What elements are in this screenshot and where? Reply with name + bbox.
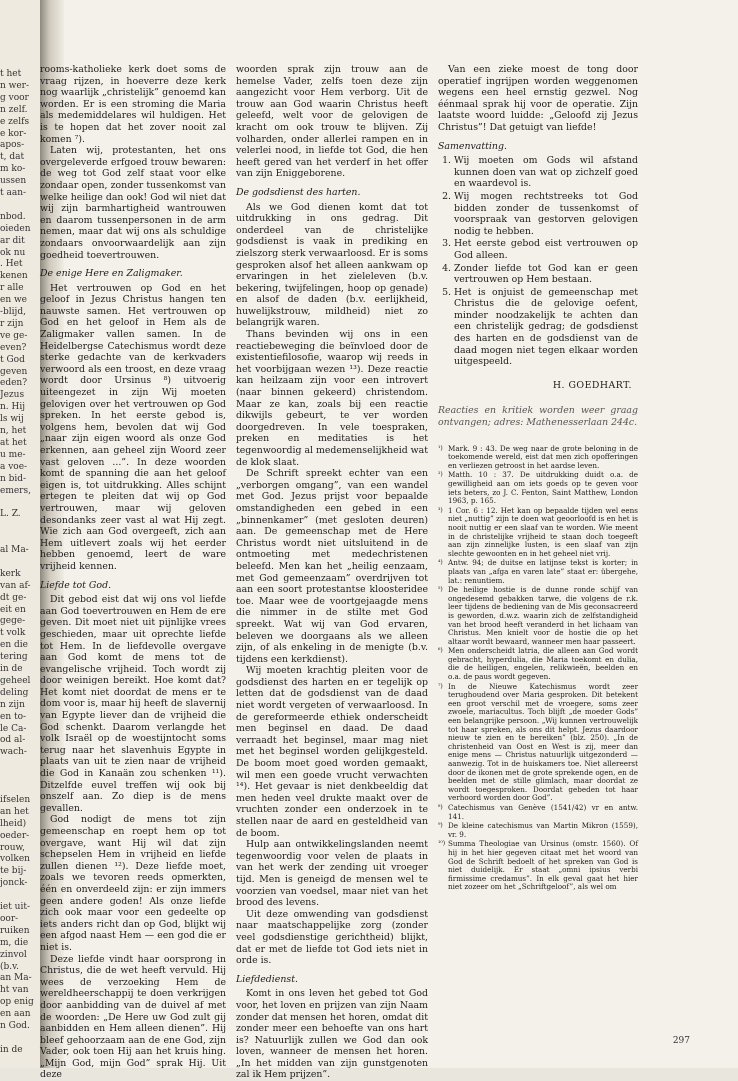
summary-item: 2. Wij mogen rechtstreeks tot God bidden zonder de tussenkomst of voorspraak van gestorven gelovigen nodig te hebben. (454, 191, 638, 237)
footnote-number: ¹) (438, 444, 443, 452)
summary-item: 5. Het is onjuist de gemeenschap met Christus die de gelovige oefent, minder noodzakelijk te achten dan een christelijk gedrag; de godsdienst des harten en de godsdienst van de daad mogen niet tegen elkaar worden uitgespeeld. (454, 287, 638, 368)
previous-page-fragment: -blijd, (0, 307, 26, 317)
previous-page-fragment: g voor (0, 92, 29, 103)
previous-page-fragment: n bid- (0, 473, 27, 484)
previous-page-edge (0, 0, 41, 1068)
footnote (438, 559, 638, 585)
previous-page-fragment: oor- (0, 913, 19, 924)
previous-page-fragment: eit en (0, 604, 26, 615)
footnote (438, 683, 638, 803)
paragraph: Van een zieke moest de tong door operatief ingrijpen worden weggenomen wegens een heel ernstig gezwel. Nog éénmaal sprak hij voor de operatie. Zijn laatste woord luidde: „Geloofd zij Jezus Christus”! Dat getuigt van liefde! (438, 64, 638, 133)
previous-page-fragment: al Ma- (0, 545, 29, 555)
previous-page-fragment: ve ge- (0, 330, 28, 341)
previous-page-fragment: ht van (0, 985, 29, 996)
previous-page-fragment: . Het (0, 259, 23, 270)
previous-page-fragment: od al- (0, 735, 26, 746)
footnote (438, 840, 638, 892)
summary-heading: Samenvatting. (438, 140, 507, 152)
section-heading: Liefdedienst. (236, 973, 298, 985)
paragraph: Dit gebod eist dat wij ons vol liefde aan God toevertrouwen en Hem de ere geven. Dit moet niet uit pijnlijke vrees geschieden, maar uit oprechte liefde tot Hem. In de liefdevolle overgave aan God komt de mens tot de evangelische vrijheid. Toch wordt zij door weinigen bereikt. Hoe komt dat? Het komt niet doordat de mens er te dom voor is, maar hij heeft de slavernij van Egypte liever dan de vrijheid die God schenkt. Daarom verlangde het volk Israël op de woestijntocht soms terug naar het slavenhuis Egypte in plaats van uit te zien naar de vrijheid die God in Kanaän zou schenken ¹¹). Ditzelfde euvel treffen wij ook bij onszelf aan. Zo diep is de mens gevallen. (40, 594, 226, 814)
summary-list (438, 155, 638, 368)
previous-page-fragment: gege- (0, 616, 26, 627)
previous-page-fragment: zinvol (0, 949, 27, 960)
section-heading: Liefde tot God. (40, 579, 112, 591)
previous-page-fragment: (b.v. (0, 961, 20, 972)
footnote-number: ²) (438, 471, 443, 479)
previous-page-fragment: r zijn (0, 318, 24, 329)
paragraph: Komt in ons leven het gebed tot God voor, het loven en prijzen van zijn Naam zonder dat mensen het horen, omdat dit zonder meer een behoefte van ons hart is? Natuurlijk zullen we God dan ook loven, wanneer de mensen het horen. „In het midden van zijn gunstgenoten zal ik Hem prijzen”. (236, 988, 428, 1081)
previous-page-fragment: eden? (0, 378, 28, 389)
author-signature: H. GOEDHART. (552, 379, 632, 391)
previous-page-fragment: te bij- (0, 866, 27, 877)
footnote (438, 586, 638, 646)
response-note: Reacties en kritiek worden weer graag ontvangen; adres: Mathenesserlaan 244c. (438, 405, 638, 429)
footnote (438, 507, 638, 559)
paragraph: Wij moeten krachtig pleiten voor de godsdienst des harten en er tegelijk op letten dat de godsdienst van de daad niet wordt vergeten of verwaarloosd. In de gereformeerde ethiek onderscheidt men beginsel en daad. De daad verraadt het beginsel, maar mag niet met het beginsel worden gelijkgesteld. De boom moet goed worden gemaakt, wil men een goede vrucht verwachten ¹⁴). Het gevaar is niet denkbeeldig dat men heden veel drukte maakt over de vruchten zonder een onderzoek in te stellen naar de aard en gesteldheid van de boom. (236, 665, 428, 839)
previous-page-fragment: n zelf. (0, 104, 28, 115)
footnote (438, 647, 638, 681)
previous-page-fragment: n, het (0, 426, 27, 436)
previous-page-fragment: ok nu (0, 247, 26, 258)
previous-page-fragment: le Ca- (0, 723, 27, 734)
previous-page-fragment: n wer- (0, 80, 30, 91)
paragraph: Als we God dienen komt dat tot uitdrukking in ons gedrag. Dit onderdeel van de christelijke godsdienst is vaak in prediking en zielszorg sterk verwaarloosd. Er is soms gesproken alsof het alleen aankwam op ervaringen in het zieleleven (b.v. bekering, twijfelingen, hoop op genade) en alsof de daden (b.v. eerlijkheid, huwelijkstrouw, mildheid) niet zo belangrijk waren. (236, 201, 428, 329)
previous-page-fragment: even? (0, 342, 27, 353)
previous-page-fragment: n. Hij (0, 402, 26, 413)
previous-page-fragment: volken (0, 854, 30, 865)
previous-page-fragment: ifselen (0, 794, 31, 805)
paragraph: Uit deze omwending van godsdienst naar maatschappelijke zorg (zonder veel godsdienstige gerichtheid) blijkt, dat er met de liefde tot God iets niet in orde is. (236, 908, 428, 967)
previous-page-fragment: e kor- (0, 128, 27, 139)
previous-page-fragment: r alle (0, 283, 24, 294)
previous-page-fragment: e zelfs (0, 116, 30, 127)
footnote (438, 804, 638, 821)
footnote (438, 471, 638, 505)
page-number: 297 (672, 1036, 690, 1046)
column-2 (236, 64, 428, 1081)
column-3 (438, 64, 638, 893)
previous-page-fragment: geheel (0, 675, 31, 686)
previous-page-fragment: apos- (0, 140, 25, 151)
previous-page-fragment: en we (0, 295, 28, 306)
summary-item: 3. Het eerste gebod eist vertrouwen op God alleen. (454, 238, 638, 261)
previous-page-fragment: oieden (0, 223, 31, 234)
previous-page-fragment: deling (0, 687, 29, 698)
previous-page-fragment: iet uit- (0, 902, 31, 912)
column-1 (40, 64, 226, 1081)
previous-page-fragment: m, die (0, 937, 29, 948)
previous-page-fragment: kenen (0, 271, 28, 282)
previous-page-fragment: u me- (0, 449, 26, 460)
footnote (438, 445, 638, 471)
previous-page-fragment: emers, (0, 485, 31, 496)
previous-page-fragment: at het (0, 437, 27, 448)
previous-page-fragment: en to- (0, 711, 27, 722)
previous-page-fragment: t aan- (0, 188, 27, 198)
footnote-number: ⁸) (438, 803, 443, 811)
footnote-number: ³) (438, 506, 443, 514)
previous-page-fragment: oeder- (0, 830, 30, 841)
section-heading: De godsdienst des harten. (236, 186, 361, 198)
footnote (438, 822, 638, 839)
previous-page-fragment: Jezus (0, 390, 25, 401)
page (40, 0, 738, 1081)
footnote-text: Summa Theologiae van Ursinus (omstr. 1560). Of hij in het hier gegeven citaat met het woord van God de Schrift bedoelt of het spreken van God is niet duidelijk. Er staat „omni ipsius verbi firmissime credamus”. In elk geval gaat het hier niet zozeer om het „Schriftgeloof”, als wel om (448, 839, 638, 892)
paragraph: Laten wij, protestanten, het ons overgeleverde erfgoed trouw bewaren: de weg tot God zelf staat voor elke zondaar open, zonder tussenkomst van welke heilige dan ook! God wil niet dat wij zijn barmhartigheid wantrouwen en daarom tussenpersonen in de arm nemen, maar dat wij ons als schuldige zondaars onvoorwaardelijk aan zijn goedheid toevertrouwen. (40, 145, 226, 261)
previous-page-fragment: lheid) (0, 818, 27, 829)
previous-page-fragment: t, dat (0, 152, 25, 163)
footnote-text: Men onderscheidt latria, die alleen aan God wordt gebracht, hyperdulia, die Maria toekomt en dulia, die de heiligen, engelen, relikwieën, beelden en o.a. de paus wordt gegeven. (448, 646, 638, 682)
footnote-number: ⁷) (438, 682, 443, 690)
previous-page-fragment: nbod. (0, 211, 26, 222)
paragraph: De Schrift spreekt echter van een „verborgen omgang”, van een wandel met God. Jezus prijst voor bepaalde omstandigheden een gebed in een „binnenkamer” (met gesloten deuren) aan. De gemeenschap met de Here Christus wordt niet uitsluitend in de ontmoeting met medechristenen beleefd. Men kan het „heilig eenzaam, met God gemeenzaam” overdrijven tot aan een soort protestantse kloosteridee toe. Maar wee de voortgejaagde mens die nimmer in de stilte met God spreekt. Wat wij van God ervaren, beleven we doorgaans als we alleen zijn, of als enkeling in de menigte (b.v. tijdens een kerkdienst). (236, 468, 428, 665)
previous-page-fragment: in de (0, 664, 23, 674)
footnote-text: De kleine catechismus van Martin Mikron (1559), vr. 9. (448, 821, 638, 839)
previous-page-fragment: ls wij (0, 414, 24, 425)
paragraph: Deze liefde vindt haar oorsprong in Christus, die de wet heeft vervuld. Hij wees de verzoeking Hem de wereldheerschappij te doen verkrijgen door aanbidding van de duivel af met de woorden: „De Here uw God zult gij aanbidden en Hem alleen dienen”. Hij bleef gehoorzaam aan de ene God, zijn Vader, ook toen Hij aan het kruis hing. „Mijn God, mijn God” sprak Hij. Uit deze (40, 953, 226, 1081)
previous-page-fragment: ruiken (0, 925, 30, 936)
previous-page-fragment: t het (0, 69, 22, 79)
previous-page-fragment: ar dit (0, 235, 25, 246)
previous-page-fragment: t God (0, 354, 25, 365)
previous-page-fragment: van af- (0, 580, 31, 591)
section-heading: De enige Here en Zaligmaker. (40, 268, 183, 280)
footnotes (438, 445, 638, 892)
previous-page-fragment: geven (0, 366, 28, 377)
footnote-text: 1 Cor. 6 : 12. Het kan op bepaalde tijden wel eens niet „nuttig” zijn te doen wat geoorloofd is en het is nooit nuttig er een slaaf van te worden. Wie meent in de christelijke vrijheid te staan doch toegeeft aan zijn zinnelijke lusten, is een slaaf van zijn slechte gewoonten en in het geheel niet vrij. (448, 505, 638, 558)
previous-page-fragment: ussen (0, 176, 27, 187)
previous-page-fragment: in de (0, 1044, 23, 1055)
footnote-text: Mark. 9 : 43. De weg naar de grote beloning in de toekomende wereld, eist dat men zich opofferingen en verliezen getroost in het aardse leven. (448, 443, 638, 470)
previous-page-fragment: n zijn (0, 699, 25, 710)
previous-page-fragment: a voe- (0, 461, 28, 472)
paragraph: Thans bevinden wij ons in een reactiebeweging die beïnvloed door de existentiefilosofie, waarop wij reeds in het voorbijgaan wezen ¹³). Deze reactie kan heilzaam zijn voor een introvert (naar binnen gekeerd) christendom. Maar ze kan, zoals bij een reactie dikwijls gebeurt, te ver worden doorgedreven. In vele toespraken, preken en meditaties is het tegenwoordig al medemenselijkheid wat de klok slaat. (236, 329, 428, 468)
footnote-text: In de Nieuwe Katechismus wordt zeer terughoudend over Maria gesproken. Dit betekent een groot verschil met de vroegere, soms zeer zwoele, mariacultus. Toch blijft „de moeder Gods” een belangrijke persoon. „Wij kunnen vertrouwelijk tot haar spreken, als ons dit helpt. Jezus daardoor nieuw te zien en te bereiken” (blz. 250). „In de christenheid van Oost en West is zij, meer dan enige mens — Christus natuurlijk uitgezonderd — aanwezig. Tot in de huiskamers toe. Niet allereerst door de ikonen met de grote sprekende ogen, en de beelden met de stille glimlach, maar doordat ze wordt toegesproken. Doordat gebeden tot haar verhoord worden door God”. (448, 681, 638, 803)
previous-page-fragment: L. Z. (0, 509, 21, 520)
previous-page-fragment: kerk (0, 568, 21, 579)
footnote-text: Antw. 94; de duitse en latijnse tekst is korter; in plaats van „afga en varen late” staat er: übergehe, lat.: renuntiem. (448, 558, 638, 585)
previous-page-fragment: rouw, (0, 842, 26, 853)
previous-page-fragment: en die (0, 640, 28, 651)
previous-page-fragment: an Ma- (0, 973, 32, 984)
previous-page-fragment: an het (0, 806, 29, 817)
previous-page-fragment: wach- (0, 747, 27, 758)
previous-page-fragment: tering (0, 652, 28, 663)
footnote-number: ⁶) (438, 647, 443, 655)
footnote-number: ⁹) (438, 822, 443, 830)
footnote-text: Catechismus van Genève (1541/42) vr en antw. 141. (448, 802, 638, 821)
paragraph: God nodigt de mens tot zijn gemeenschap en roept hem op tot overgave, want Hij wil dat zijn schepselen Hem in vrijheid en liefde zullen dienen ¹²). Deze liefde moet, zoals we tevoren reeds opmerkten, één en onverdeeld zijn: er zijn immers geen andere goden! Als onze liefde zich ook maar voor een gedeelte op iets anders richt dan op God, blijkt wij een afgod naast Hem — een god die er niet is. (40, 814, 226, 953)
footnote-number: ⁵) (438, 586, 443, 594)
previous-page-fragment: dt ge- (0, 592, 27, 603)
paragraph: rooms-katholieke kerk doet soms de vraag rijzen, in hoeverre deze kerk nog waarlijk „christelijk” genoemd kan worden. Er is een stroming die Maria als medemiddelares wil huldigen. Het is te hopen dat het zover nooit zal komen ⁷). (40, 64, 226, 145)
paragraph: Hulp aan ontwikkelingslanden neemt tegenwoordig voor velen de plaats in van het werk der zending uit vroeger tijd. Men is geneigd de mensen wel te voorzien van voedsel, maar niet van het brood des levens. (236, 839, 428, 909)
previous-page-fragment: op enig (0, 997, 34, 1008)
footnote-number: ⁴) (438, 559, 443, 567)
footnote-text: Matth. 10 : 37. De uitdrukking duidt o.a. de gewilligheid aan om iets goeds op te geven voor iets beters, zo J. C. Fenton, Saint Matthew, London 1963, p. 165. (448, 470, 638, 506)
footnote-number: ¹⁰) (438, 840, 446, 848)
previous-page-fragment: en aan (0, 1009, 31, 1020)
previous-page-fragment: t volk (0, 628, 26, 639)
summary-item: 1. Wij moeten om Gods wil afstand kunnen doen van wat op zichzelf goed en waardevol is. (454, 155, 638, 190)
paragraph: woorden sprak zijn trouw aan de hemelse Vader, zelfs toen deze zijn aangezicht voor Hem verborg. Uit de trouw aan God waarin Christus heeft geleefd, welt voor de gelovigen de kracht om ook trouw te blijven. Zij volharden, onder allerlei rampen en in velerlei nood, in liefde tot God, die hen heeft gered van het verderf in het offer van zijn Eniggeborene. (236, 64, 428, 180)
paragraph: Het vertrouwen op God en het geloof in Jezus Christus hangen ten nauwste samen. Het vertrouwen op God en het geloof in Hem als de Zaligmaker vallen samen. In de Heidelbergse Catechismus wordt deze sterke gedachte van de kerkvaders verwoord als een troost, en deze vraag wordt door Ursinus ⁸) uitvoerig uiteengezet in zijn Wij moeten gelovigen over het vertrouwen op God spreken. In het eerste gebod is, volgens hem, bevolen dat wij God „naar zijn eigen woord als onze God erkennen, aan geheel zijn Woord zeer vast geloven ...”. In deze woorden komt de spanning die aan het geloof eigen is, tot uitdrukking. Alles schijnt ertegen te pleiten dat wij op God vertrouwen, maar wij geloven desondanks zeer vast al wat Hij zegt. Wie zich aan God overgeeft, zich aan Hem uitlevert zoals wij het eerder hebben genoemd, leert de ware vrijheid kennen. (40, 282, 226, 572)
summary-item: 4. Zonder liefde tot God kan er geen vertrouwen op Hem bestaan. (454, 263, 638, 286)
previous-page-fragment: jonck- (0, 878, 28, 889)
previous-page-fragment: n God. (0, 1021, 30, 1031)
footnote-text: De heilige hostie is de dunne ronde schijf van ongedesemd gebakken tarwe, die volgens de r.k. leer tijdens de bediening van de Mis geconsacreerd is geworden, d.w.z. waarin zich de zelfstandigheid van het brood heeft veranderd in het lichaam van Christus. Men knielt voor de hostie die op het altaar wordt bewaard, wanneer men haar passeert. (448, 585, 638, 646)
previous-page-fragment: m ko- (0, 164, 26, 175)
